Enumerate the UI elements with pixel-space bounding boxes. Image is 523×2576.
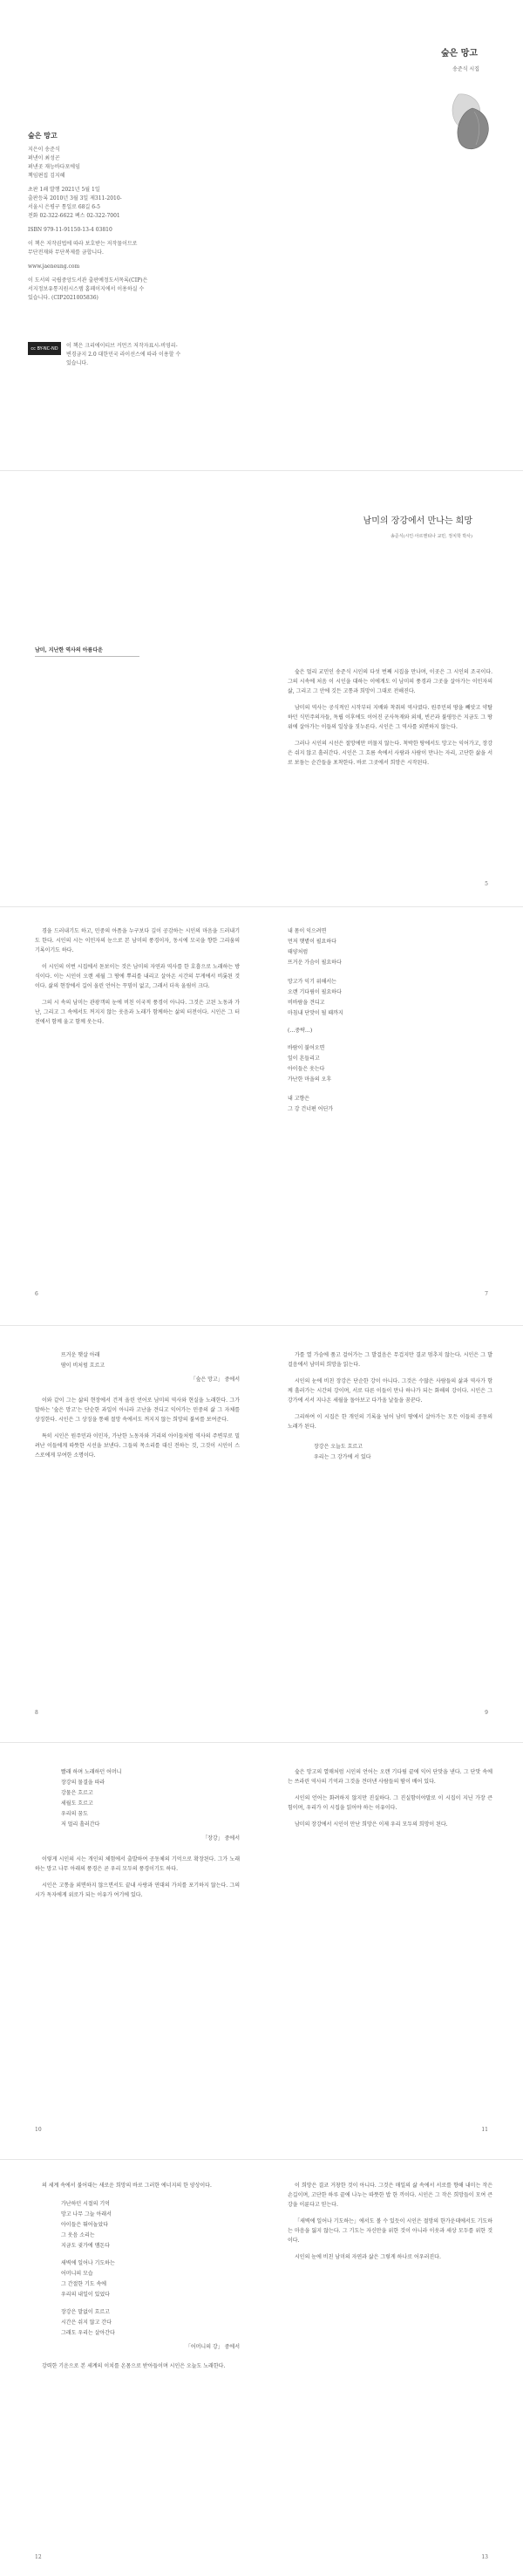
paragraph: 그러나 시인의 시선은 절망에만 머물지 않는다. 척박한 땅에서도 망고는 익어가고, 장강은 쉬지 않고 흘러간다. 시인은 그 흐름 속에서 사람과 사람이 만나는 자리, 고단한 삶을 서로 보듬는 순간들을 포착한다. 바로 그곳에서 희망은 시작된다. [288, 741, 492, 766]
copyright-line: www.jaeneung.com [28, 263, 80, 270]
poem-line: 태양처럼 [288, 949, 309, 955]
poem-line: 먼저 햇볕이 필요하다 [288, 939, 336, 945]
paragraph: 그리하여 이 시집은 한 개인의 기록을 넘어 남미 땅에서 살아가는 모든 이들의 공동의 노래가 된다. [288, 1414, 492, 1430]
poem-line: 지금도 귓가에 맴돈다 [61, 2243, 110, 2249]
poem-line: 오랜 기다림이 필요하다 [288, 989, 342, 995]
copyright-line: 펴낸이 최성곤 [28, 155, 60, 161]
poem-line: 우리의 내일이 있었다 [61, 2292, 110, 2298]
paragraph: 이 시인의 이번 시집에서 돋보이는 것은 남미의 자연과 역사를 한 호흡으로 노래하는 방식이다. 이는 시인이 오랜 세월 그 땅에 뿌리를 내리고 살아온 시간의 무게에서 비롯된 것이다. 삶의 현장에서 길어 올린 언어는 꾸밈이 없고, 그래서 더욱 울림이 크다. [35, 964, 240, 989]
page-number: 10 [35, 2127, 42, 2133]
poem-excerpt [35, 1350, 240, 1371]
poem-line: 그 간절한 기도 속에 [61, 2281, 107, 2287]
page-number: 12 [35, 2554, 42, 2560]
page-number: 8 [35, 1710, 38, 1716]
paragraph: 이 희망은 결코 거창한 것이 아니다. 그것은 매일의 삶 속에서 서로를 향해 내미는 작은 손길이며, 고단한 하루 끝에 나누는 따뜻한 밥 한 끼이다. 시인은 그 작은 희망들이 모여 큰 강을 이룬다고 믿는다. [288, 2183, 492, 2208]
poem-line: 우리는 그 강가에 서 있다 [314, 1454, 371, 1460]
spread-12-13 [0, 2160, 523, 2576]
copyright-line: ISBN 979-11-91150-13-4 03810 [28, 227, 112, 233]
page13-column [288, 2181, 492, 2269]
copyright-block [28, 131, 167, 303]
poem-line: 저 멀리 흘러간다 [61, 1821, 100, 1828]
poem-omission: (…중략…) [288, 1028, 313, 1034]
poem-line: 마침내 단맛이 될 때까지 [288, 1010, 343, 1016]
paragraph: 남미의 역사는 공식적인 시작부터 지배와 착취의 역사였다. 원주민의 땅을 빼앗고 약탈하던 식민주의자들, 독립 이후에도 이어진 군사독재와 외채, 빈곤과 불평등은 지금도 그 땅 위에 살아가는 이들의 일상을 짓누른다. 시인은 그 역사를 외면하지 않는다. [288, 705, 492, 730]
poem-line: 망고 나무 그늘 아래서 [61, 2211, 112, 2217]
paragraph: 경을 드러내기도 하고, 민중의 아픔을 누구보다 깊이 공감하는 시인의 마음을 드러내기도 한다. 시인의 시는 이민자의 눈으로 본 남미의 풍경이자, 동시에 모국을 향한 그리움의 기록이기도 하다. [35, 928, 240, 953]
essay-text-page13 [288, 2181, 492, 2262]
page-number: 11 [481, 2127, 488, 2133]
poem-source: 「숲은 망고」 중에서 [190, 1377, 240, 1383]
section-heading: 남미, 지난한 역사의 아름다운 [35, 647, 103, 653]
poem-line: 아이들은 웃는다 [288, 1066, 325, 1072]
paragraph: 특히 시인은 원주민과 이민자, 가난한 노동자와 거리의 아이들처럼 역사의 주변부로 밀려난 이들에게 따뜻한 시선을 보낸다. 그들의 목소리를 대신 전하는 것, 그것이 시인이 스스로에게 부여한 소명이다. [35, 1433, 240, 1459]
poem-excerpt [35, 1767, 240, 1830]
poem-line: 뜨거운 햇살 아래 [61, 1352, 100, 1358]
essay-text-page10 [35, 1855, 240, 1900]
spread-10-11 [0, 1743, 523, 2160]
paragraph: 시인의 언어는 화려하지 않지만 진실하다. 그 진실함이야말로 이 시집이 지닌 가장 큰 힘이며, 우리가 이 시집을 읽어야 하는 이유이다. [288, 1795, 492, 1811]
poem-line: 장강은 오늘도 흐르고 [314, 1444, 363, 1450]
poem-line: 아이들은 뛰어놀았다 [61, 2222, 109, 2228]
license-line: 변경금지 2.0 대한민국 라이선스에 따라 이용할 수 [66, 352, 181, 358]
essay-text-page12 [35, 2181, 240, 2190]
copyright-line: 책임편집 김지혜 [28, 173, 65, 179]
copyright-line: 있습니다. (CIP2021005836) [28, 295, 98, 301]
paragraph: 숲은 망고의 열매처럼 시인의 언어는 오랜 기다림 끝에 익어 단맛을 낸다. 그 단맛 속에는 쓰라린 역사의 기억과 그것을 견뎌낸 사람들의 땀이 배어 있다. [288, 1769, 492, 1785]
poem-stanza [35, 2258, 240, 2300]
cover-sheet [0, 0, 523, 471]
poem-line: 그 웃음 소리는 [61, 2232, 95, 2238]
cc-license-badge: cc BY-NC-ND [28, 342, 61, 355]
poem-line: 세월도 흐르고 [61, 1800, 93, 1807]
poem-line: 망고가 익기 위해서는 [288, 979, 336, 985]
copyright-title: 숲은 망고 [28, 131, 58, 140]
essay-text-page8 [35, 1396, 240, 1460]
poem-line: 잎이 흔들리고 [288, 1056, 320, 1062]
spread-8-9 [0, 1326, 523, 1743]
paragraph: 숲은 멀리 교민인 송준식 시인의 다섯 번째 시집을 만나며, 이곳은 그 시인의 조국이다. 그의 시속에 처음 이 시인을 대하는 이에게도 이 남미의 풍경과 그곳을 살아가는 이민자의 삶, 그리고 그 안에 깃든 고통과 희망이 그대로 전해진다. [288, 669, 492, 694]
page8-column [35, 1350, 240, 1467]
poem-source: 「장강」 중에서 [202, 1835, 240, 1841]
page10-column [35, 1767, 240, 1907]
poem-line: 그 강 건너편 어딘가 [288, 1106, 334, 1112]
poem-line: 비바람을 견디고 [288, 1000, 325, 1006]
poem-line: 가난하던 시절의 기억 [61, 2201, 110, 2207]
cover-author: 송준식 시집 [452, 66, 479, 72]
poem-line: 새벽에 일어나 기도하는 [61, 2260, 115, 2266]
essay-text-page9 [288, 1350, 492, 1431]
poem-line: 장강의 물결을 따라 [61, 1780, 105, 1786]
mango-illustration-icon [441, 89, 497, 157]
copyright-line: 서지정보유통지원시스템 홈페이지에서 이용하실 수 [28, 286, 145, 292]
paragraph: 남미의 장강에서 시인이 만난 희망은 이제 우리 모두의 희망이 된다. [295, 1821, 448, 1828]
license-line: 있습니다. [66, 360, 89, 366]
copyright-lines [28, 146, 167, 303]
poem-line: 바람이 불어오면 [288, 1045, 325, 1051]
poem-line: 시간은 쉬지 않고 간다 [61, 2320, 112, 2326]
paragraph: 이와 같이 그는 삶의 현장에서 건져 올린 언어로 남미의 역사와 현실을 노래한다. 그가 말하는 '숲은 망고'는 단순한 과일이 아니라 고난을 견디고 익어가는 민중의 삶 그 자체를 상징한다. 시인은 그 상징을 통해 절망 속에서도 꺼지지 않는 희망의 불씨를 보여준다. [35, 1397, 240, 1423]
copyright-line: 전화 02-322-6622 팩스 02-322-7001 [28, 213, 120, 219]
copyright-line: 지은이 송준식 [28, 147, 60, 153]
poem-stanza [288, 1043, 488, 1085]
page12-column [35, 2181, 240, 2378]
page-number: 6 [35, 1291, 38, 1297]
cover-title: 숲은 망고 [440, 49, 478, 58]
section-divider [35, 656, 139, 657]
page-number: 5 [485, 881, 488, 887]
essay-opening-sheet [0, 471, 523, 907]
poem-line: 뜨거운 가슴이 필요하다 [288, 960, 342, 966]
paragraph: 그의 시 속의 남미는 관광객의 눈에 비친 이국적 풍경이 아니다. 그것은 고된 노동과 가난, 그리고 그 속에서도 꺼지지 않는 웃음과 노래가 함께하는 삶의 터전이다. 시인은 그 터전에서 함께 울고 함께 웃는다. [35, 1000, 240, 1025]
copyright-line: 서울시 은평구 통일로 68길 6-5 [28, 204, 100, 210]
license-text [66, 342, 180, 368]
poem-line: 빨래 하며 노래하던 어머니 [61, 1769, 122, 1775]
paragraph: 가를 열 가슴에 품고 걸어가는 그 발걸음은 무겁지만 결코 멈추지 않는다. 시인은 그 발걸음에서 남미의 희망을 읽는다. [288, 1352, 492, 1368]
poem-line: 우리의 꿈도 [61, 1811, 88, 1817]
paragraph: 시인의 눈에 비친 장강은 단순한 강이 아니다. 그것은 수많은 사람들의 삶과 역사가 함께 흘러가는 시간의 강이며, 서로 다른 이들이 만나 하나가 되는 화해의 강이다. 시인은 그 강가에 서서 지나온 세월을 돌아보고 다가올 날들을 꿈꾼다. [288, 1378, 492, 1404]
essay-text-page12-continued [35, 2361, 240, 2371]
copyright-line: 출판등록 2010년 3월 3일 제311-2010- [28, 195, 122, 202]
essay-text-page5 [288, 667, 492, 775]
page9-column [288, 1350, 492, 1463]
copyright-line: 이 책은 저작권법에 따라 보호받는 저작물이므로 [28, 241, 138, 247]
essay-subtitle: 송준식(시인·아르헨티나 교민, 정치학 박사) [391, 534, 472, 539]
spread-6-7 [0, 907, 523, 1326]
page11-column [288, 1767, 492, 1836]
license-line: 이 책은 크리에이티브 커먼즈 저작자표시-비영리- [66, 343, 178, 349]
poem-stanza [288, 1094, 488, 1115]
poem-source: 「어머니의 강」 중에서 [185, 2344, 240, 2350]
essay-text-page11 [288, 1767, 492, 1829]
poem-stanza [35, 2307, 240, 2339]
poem-line: 내 몸이 익으려면 [288, 928, 327, 934]
page-number: 9 [485, 1710, 488, 1716]
copyright-line: 무단전재와 무단복제를 금합니다. [28, 249, 104, 256]
paragraph: 시인은 고통을 외면하지 않으면서도 끝내 사랑과 연대의 가치를 포기하지 않는다. 그의 시가 독자에게 위로가 되는 이유가 여기에 있다. [35, 1882, 240, 1898]
paragraph: 시인의 눈에 비친 남미의 자연과 삶은 그렇게 하나로 어우러진다. [295, 2254, 441, 2260]
license-row [28, 342, 202, 368]
page-number: 7 [485, 1291, 488, 1297]
poem-line: 장강은 말없이 흐르고 [61, 2309, 110, 2315]
poem-stanza [288, 977, 488, 1019]
poem-excerpt [288, 1442, 492, 1463]
essay-title: 남미의 장강에서 만나는 희망 [363, 516, 472, 526]
poem-stanza [35, 2199, 240, 2251]
poem-stanza [288, 926, 488, 968]
page-number: 13 [481, 2554, 488, 2560]
poem-page7 [288, 926, 488, 1115]
poem-line: 내 고향은 [288, 1096, 310, 1102]
paragraph: 이렇게 시인의 시는 개인의 체험에서 출발하여 공동체의 기억으로 확장된다. 그가 노래하는 망고 나무 아래의 풍경은 곧 우리 모두의 풍경이기도 하다. [35, 1856, 240, 1872]
poem-line: 가난한 마을의 오후 [288, 1076, 332, 1083]
copyright-line: 이 도서의 국립중앙도서관 출판예정도서목록(CIP)은 [28, 277, 148, 284]
poem-line: 그래도 우리는 살아간다 [61, 2330, 115, 2336]
copyright-line: 펴낸곳 재능바다포에임 [28, 164, 80, 170]
poem-line: 강물은 흐르고 [61, 1790, 93, 1796]
copyright-line: 초판 1쇄 발행 2021년 5월 1일 [28, 187, 100, 193]
poem-line: 땀이 비처럼 흐르고 [61, 1363, 105, 1369]
paragraph: 강력한 기운으로 본 세계의 이치를 온몸으로 받아들이며 시인은 오늘도 노래한다. [42, 2363, 226, 2369]
poem-line: 어머니의 모습 [61, 2271, 93, 2277]
paragraph: 의 세계 속에서 불어대는 새로운 희망의 바로 그러한 에너지의 한 양상이다. [42, 2183, 212, 2189]
essay-text-page6 [35, 926, 240, 1034]
paragraph: 「새벽에 일어나 기도하는」에서도 볼 수 있듯이 시인은 절망의 한가운데에서도 기도하는 마음을 잃지 않는다. 그 기도는 자신만을 위한 것이 아니라 이웃과 세상 모두를 위한 것이다. [288, 2218, 492, 2244]
